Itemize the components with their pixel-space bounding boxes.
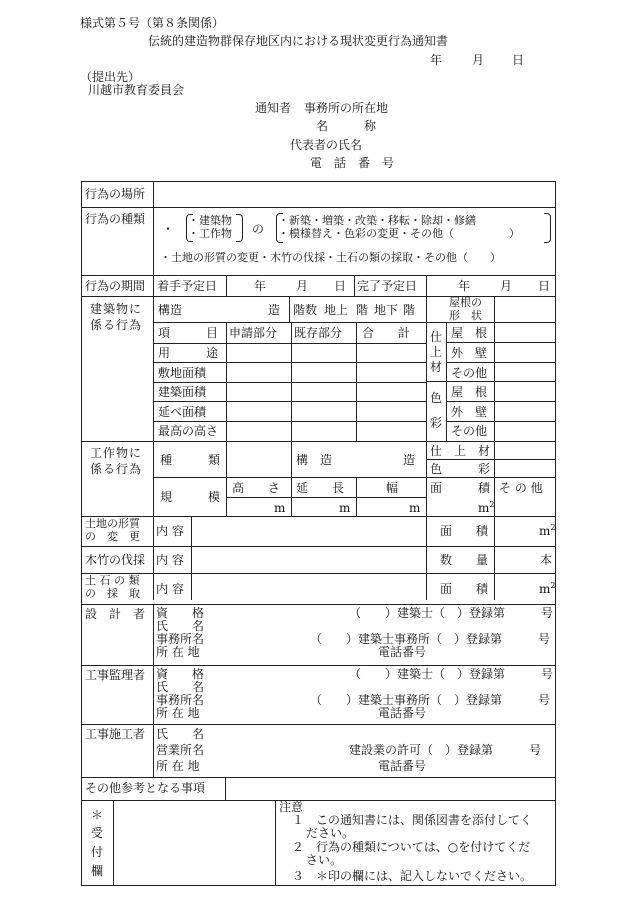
finish-2: 上 [430, 345, 443, 359]
land-unit: $m^2$ [539, 523, 556, 538]
building-structure: 構造 [158, 303, 183, 317]
kind-action-line2: ・模様替え・色彩の変更・その他（ ） [278, 227, 520, 240]
date-day: 日 [512, 53, 525, 67]
building-zo: 造 [268, 303, 281, 317]
period-end-label: 完了予定日 [357, 279, 418, 293]
kind-structure: ・工作物 [188, 227, 232, 240]
building-floors: 階数 [293, 303, 318, 317]
kind-bullet: ・ [162, 222, 175, 236]
part-roof-color: 屋 根 [451, 385, 488, 399]
color-2: 彩 [430, 416, 443, 430]
contractor-phone: 電話番号 [378, 759, 427, 773]
part-roof: 屋 根 [451, 326, 488, 340]
row-max-height: 最高の高さ [158, 424, 219, 438]
recipient-name: 川越市教育委員会 [88, 83, 185, 97]
soil-content: 内 容 [156, 582, 184, 596]
note-1-line1: １ この通知書には、関係図書を添付してく [292, 813, 533, 827]
notifier-representative: 代表者の氏名 [290, 138, 363, 152]
tree-qty: 数 量 [440, 553, 489, 567]
work-kind: 種 類 [160, 453, 221, 467]
roof-shape-1: 屋根の [449, 296, 482, 309]
designer-label: 設 計 者 [85, 607, 146, 621]
header-application: 申請部分 [229, 326, 278, 340]
work-label-2: 係る行為 [90, 462, 143, 476]
part-other: その他 [451, 366, 488, 380]
supervisor-phone: 電話番号 [378, 706, 427, 720]
designer-address: 所 在 地 [156, 645, 200, 659]
notifier-office-address: 事務所の所在地 [304, 101, 389, 115]
work-other: そ の 他 [499, 481, 543, 495]
work-finish: 仕 上 材 [430, 444, 491, 458]
supervisor-office-reg: （ ）建築士事務所（ ）登録第 号 [310, 693, 551, 707]
work-width: 幅 [386, 481, 399, 495]
unit-m-height: m [274, 501, 286, 515]
kind-action-line1: ・新築・増築・改築・移転・除却・修繕 [278, 214, 476, 227]
receipt-char-1: 受 [91, 826, 104, 840]
place-label: 行為の場所 [85, 187, 146, 201]
header-existing: 既存部分 [294, 326, 343, 340]
land-label-2: の 変 更 [85, 530, 140, 543]
work-zo: 造 [403, 453, 416, 467]
row-total-floor-area: 延べ面積 [158, 405, 207, 419]
bracket-right [544, 213, 551, 243]
note-2-line1: ２ 行為の種類については、○を付けてくだ [292, 840, 531, 854]
soil-area: 面 積 [440, 582, 489, 596]
finish-1: 仕 [430, 330, 443, 344]
work-area: 面 積 [430, 481, 491, 495]
period-label: 行為の期間 [85, 279, 146, 293]
building-label-1: 建築物に [90, 302, 143, 316]
color-1: 色 [430, 391, 443, 405]
unit-sqm-area: $m^2$ [478, 500, 495, 515]
supervisor-address: 所 在 地 [156, 706, 200, 720]
contractor-office-name: 営業所名 [156, 743, 205, 757]
bracket-right [236, 214, 243, 242]
receipt-char-3: 欄 [91, 864, 104, 878]
receipt-char-2: 付 [91, 845, 104, 859]
designer-name: 氏 名 [156, 619, 205, 633]
part-wall-color: 外 壁 [451, 405, 488, 419]
work-label-1: 工作物に [90, 446, 143, 460]
land-content: 内 容 [156, 524, 184, 538]
header-total: 合 計 [362, 326, 411, 340]
row-use: 用 途 [158, 346, 219, 360]
unit-m-length: m [339, 501, 351, 515]
supervisor-office-name: 事務所名 [156, 693, 205, 707]
supervisor-label: 工事監理者 [85, 668, 146, 682]
part-other-color: その他 [451, 424, 488, 438]
contractor-license: 建設業の許可（ ）登録第 号 [349, 743, 542, 757]
period-start-day: 日 [334, 279, 347, 293]
tree-label: 木竹の伐採 [85, 553, 146, 567]
land-area: 面 積 [440, 524, 489, 538]
header-item: 項 目 [158, 326, 219, 340]
period-start-year: 年 [254, 279, 267, 293]
note-2-line2: さい。 [306, 853, 343, 867]
tree-content: 内 容 [156, 553, 184, 567]
work-structure: 構 造 [296, 453, 333, 467]
building-kai: 階 [356, 303, 369, 317]
roof-shape-2: 形 状 [449, 309, 482, 322]
note-1-line2: ださい。 [306, 826, 355, 840]
notes-heading: 注意 [279, 800, 304, 814]
designer-office-reg: （ ）建築士事務所（ ）登録第 号 [310, 632, 551, 646]
work-length: 延 長 [296, 481, 345, 495]
row-building-area: 建築面積 [158, 385, 207, 399]
supervisor-architect-reg: （ ）建築士（ ）登録第 号 [349, 667, 554, 681]
notifier-label: 通知者 [255, 101, 292, 115]
period-start-month: 月 [296, 279, 309, 293]
designer-qualification: 資 格 [156, 606, 205, 620]
soil-label-1: 土 石 の 類 [85, 574, 140, 587]
building-above: 地上 [324, 303, 349, 317]
period-end-month: 月 [500, 279, 513, 293]
supervisor-name: 氏 名 [156, 680, 205, 694]
supervisor-qualification: 資 格 [156, 667, 205, 681]
soil-label-2: の 採 取 [85, 587, 140, 600]
designer-office-name: 事務所名 [156, 632, 205, 646]
work-color: 色 彩 [430, 462, 491, 476]
kind-building: ・建築物 [188, 214, 232, 227]
contractor-label: 工事施工者 [85, 727, 146, 741]
kind-action-line3: ・土地の形質の変更・木竹の伐採・土石の類の採取・その他（ ） [160, 251, 501, 264]
land-label-1: 土地の形質 [85, 517, 140, 530]
tree-unit: 本 [540, 553, 553, 567]
notifier-name: 名 称 [316, 119, 377, 133]
unit-m-width: m [409, 501, 421, 515]
contractor-address: 所 在 地 [156, 759, 200, 773]
contractor-name: 氏 名 [156, 727, 205, 741]
recipient-label: （提出先） [80, 70, 141, 84]
period-end-day: 日 [538, 279, 551, 293]
period-start-label: 着手予定日 [157, 279, 218, 293]
kind-no: の [252, 222, 265, 236]
note-3: ３ ＊印の欄には、記入しないでください。 [292, 869, 533, 883]
building-label-2: 係る行為 [90, 318, 143, 332]
designer-phone: 電話番号 [378, 645, 427, 659]
form-title: 伝統的建造物群保存地区内における現状変更行為通知書 [148, 34, 449, 48]
kind-label: 行為の種類 [85, 212, 146, 226]
finish-3: 材 [430, 360, 443, 374]
notifier-phone: 電 話 番 号 [310, 156, 395, 170]
other-reference-label: その他参考となる事項 [85, 781, 206, 795]
building-kai2: 階 [403, 303, 416, 317]
period-end-year: 年 [458, 279, 471, 293]
work-scale: 規 模 [160, 490, 221, 504]
date-month: 月 [472, 53, 485, 67]
building-below: 地下 [374, 303, 399, 317]
part-wall: 外 壁 [451, 346, 488, 360]
row-site-area: 敷地面積 [158, 366, 207, 380]
work-height: 高 さ [232, 481, 281, 495]
form-number: 様式第５号（第８条関係） [80, 16, 225, 30]
designer-architect-reg: （ ）建築士（ ）登録第 号 [349, 606, 554, 620]
date-year: 年 [430, 53, 443, 67]
receipt-star: ＊ [91, 808, 104, 822]
soil-unit: $m^2$ [539, 581, 556, 596]
